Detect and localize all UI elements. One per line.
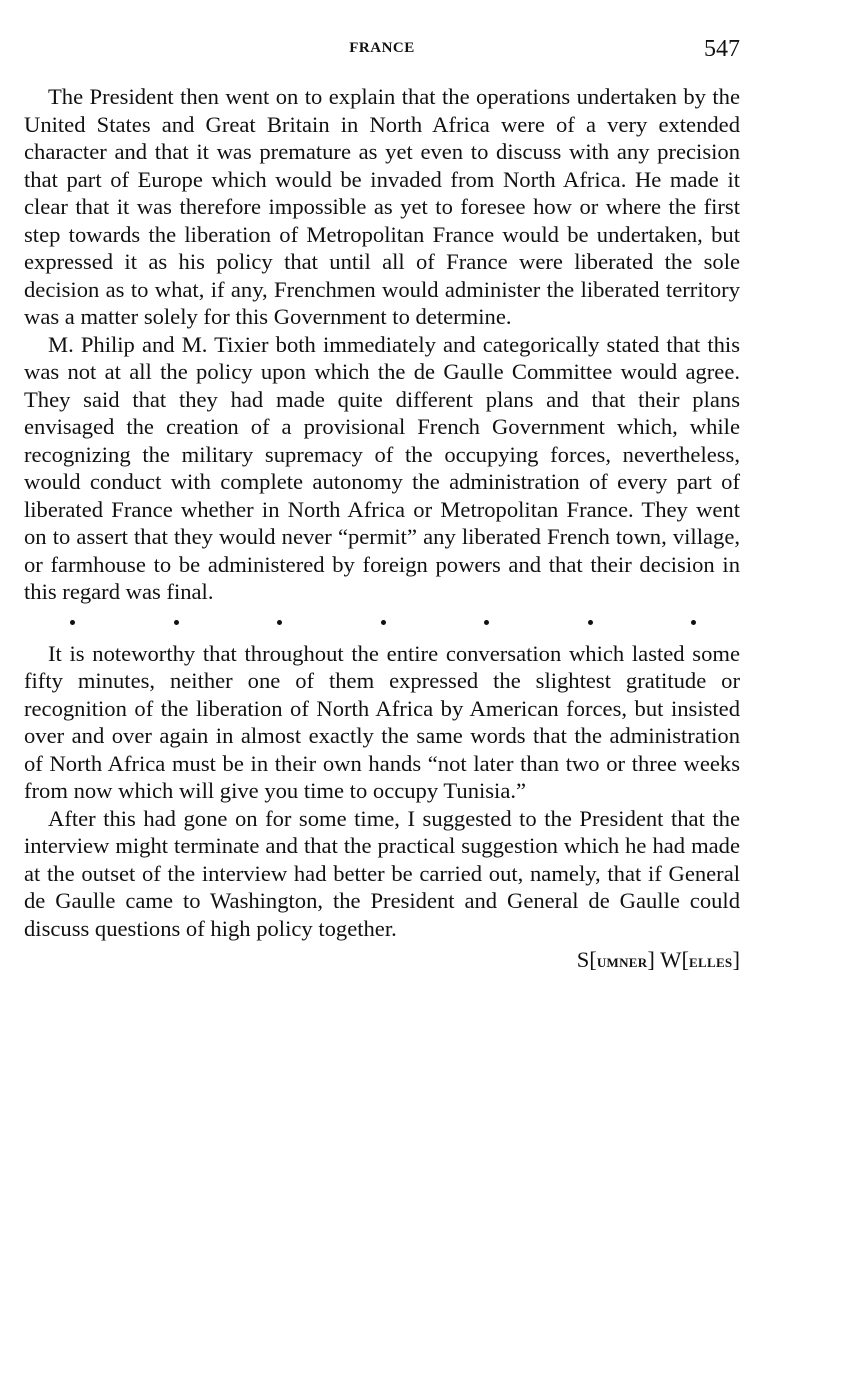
omission-dot (691, 620, 696, 625)
paragraph-president-explanation: The President then went on to explain that the operations undertaken by the United States and Great Britain in North Africa were of a very extended character and that it was premature as yet even to discuss with any precision that part of Europe which would be invaded from North Africa. He made it clear that it was therefore impossible as yet to foresee how or where the first step towards the liberation of Metropolitan France would be undertaken, but expressed it as his policy that until all of France were liberated the sole decision as to what, if any, Frenchmen would administer the liberated territory was a matter solely for this Government to determine. (24, 84, 740, 329)
signature-end: ] (732, 947, 740, 972)
paragraph-philip-tixier-response: M. Philip and M. Tixier both immediately and categorically stated that this was not at all the policy upon which the de Gaulle Committee would agree. They said that they had made quite different plans and that their plans envisaged the creation of a provisional French Government which, while recognizing the military supremacy of the occupying forces, nevertheless, would conduct with complete autonomy the administration of every part of liberated France whether in North Africa or Metropolitan France. They went on to assert that they would never “permit” any liberated French town, village, or farmhouse to be administered by foreign powers and that their decision in this regard was final. (24, 331, 740, 604)
paragraph-noteworthy-observation: It is noteworthy that throughout the entire conversation which lasted some fifty minutes, neither one of them expressed the slightest gratitude or recognition of the liberation of North Africa by American forces, but insisted over and over again in almost exactly the same words that the administration of North Africa must be in their own hands “not later than two or three weeks from now which will give you time to occupy Tunisia.” (24, 640, 740, 803)
omission-dots (24, 606, 740, 640)
running-head (24, 36, 740, 66)
omission-dot (277, 620, 282, 625)
page-number: 547 (704, 36, 740, 62)
signature-middle: ] W[ (647, 947, 690, 972)
signature (24, 946, 740, 975)
omission-dot (588, 620, 593, 625)
omission-dot (174, 620, 179, 625)
body-text (24, 83, 740, 975)
signature-last-rest: elles (689, 951, 733, 971)
running-title: FRANCE (349, 40, 415, 56)
omission-dot (381, 620, 386, 625)
signature-first-rest: umner (596, 951, 648, 971)
omission-dot (484, 620, 489, 625)
paragraph-interview-termination: After this had gone on for some time, I suggested to the President that the interview might terminate and that the practical suggestion which he had made at the outset of the interview had better be carried out, namely, that if General de Gaulle came to Washington, the President and General de Gaulle could discuss questions of high policy together. (24, 805, 740, 941)
omission-dot (70, 620, 75, 625)
signature-first-initial: S[ (576, 947, 597, 972)
